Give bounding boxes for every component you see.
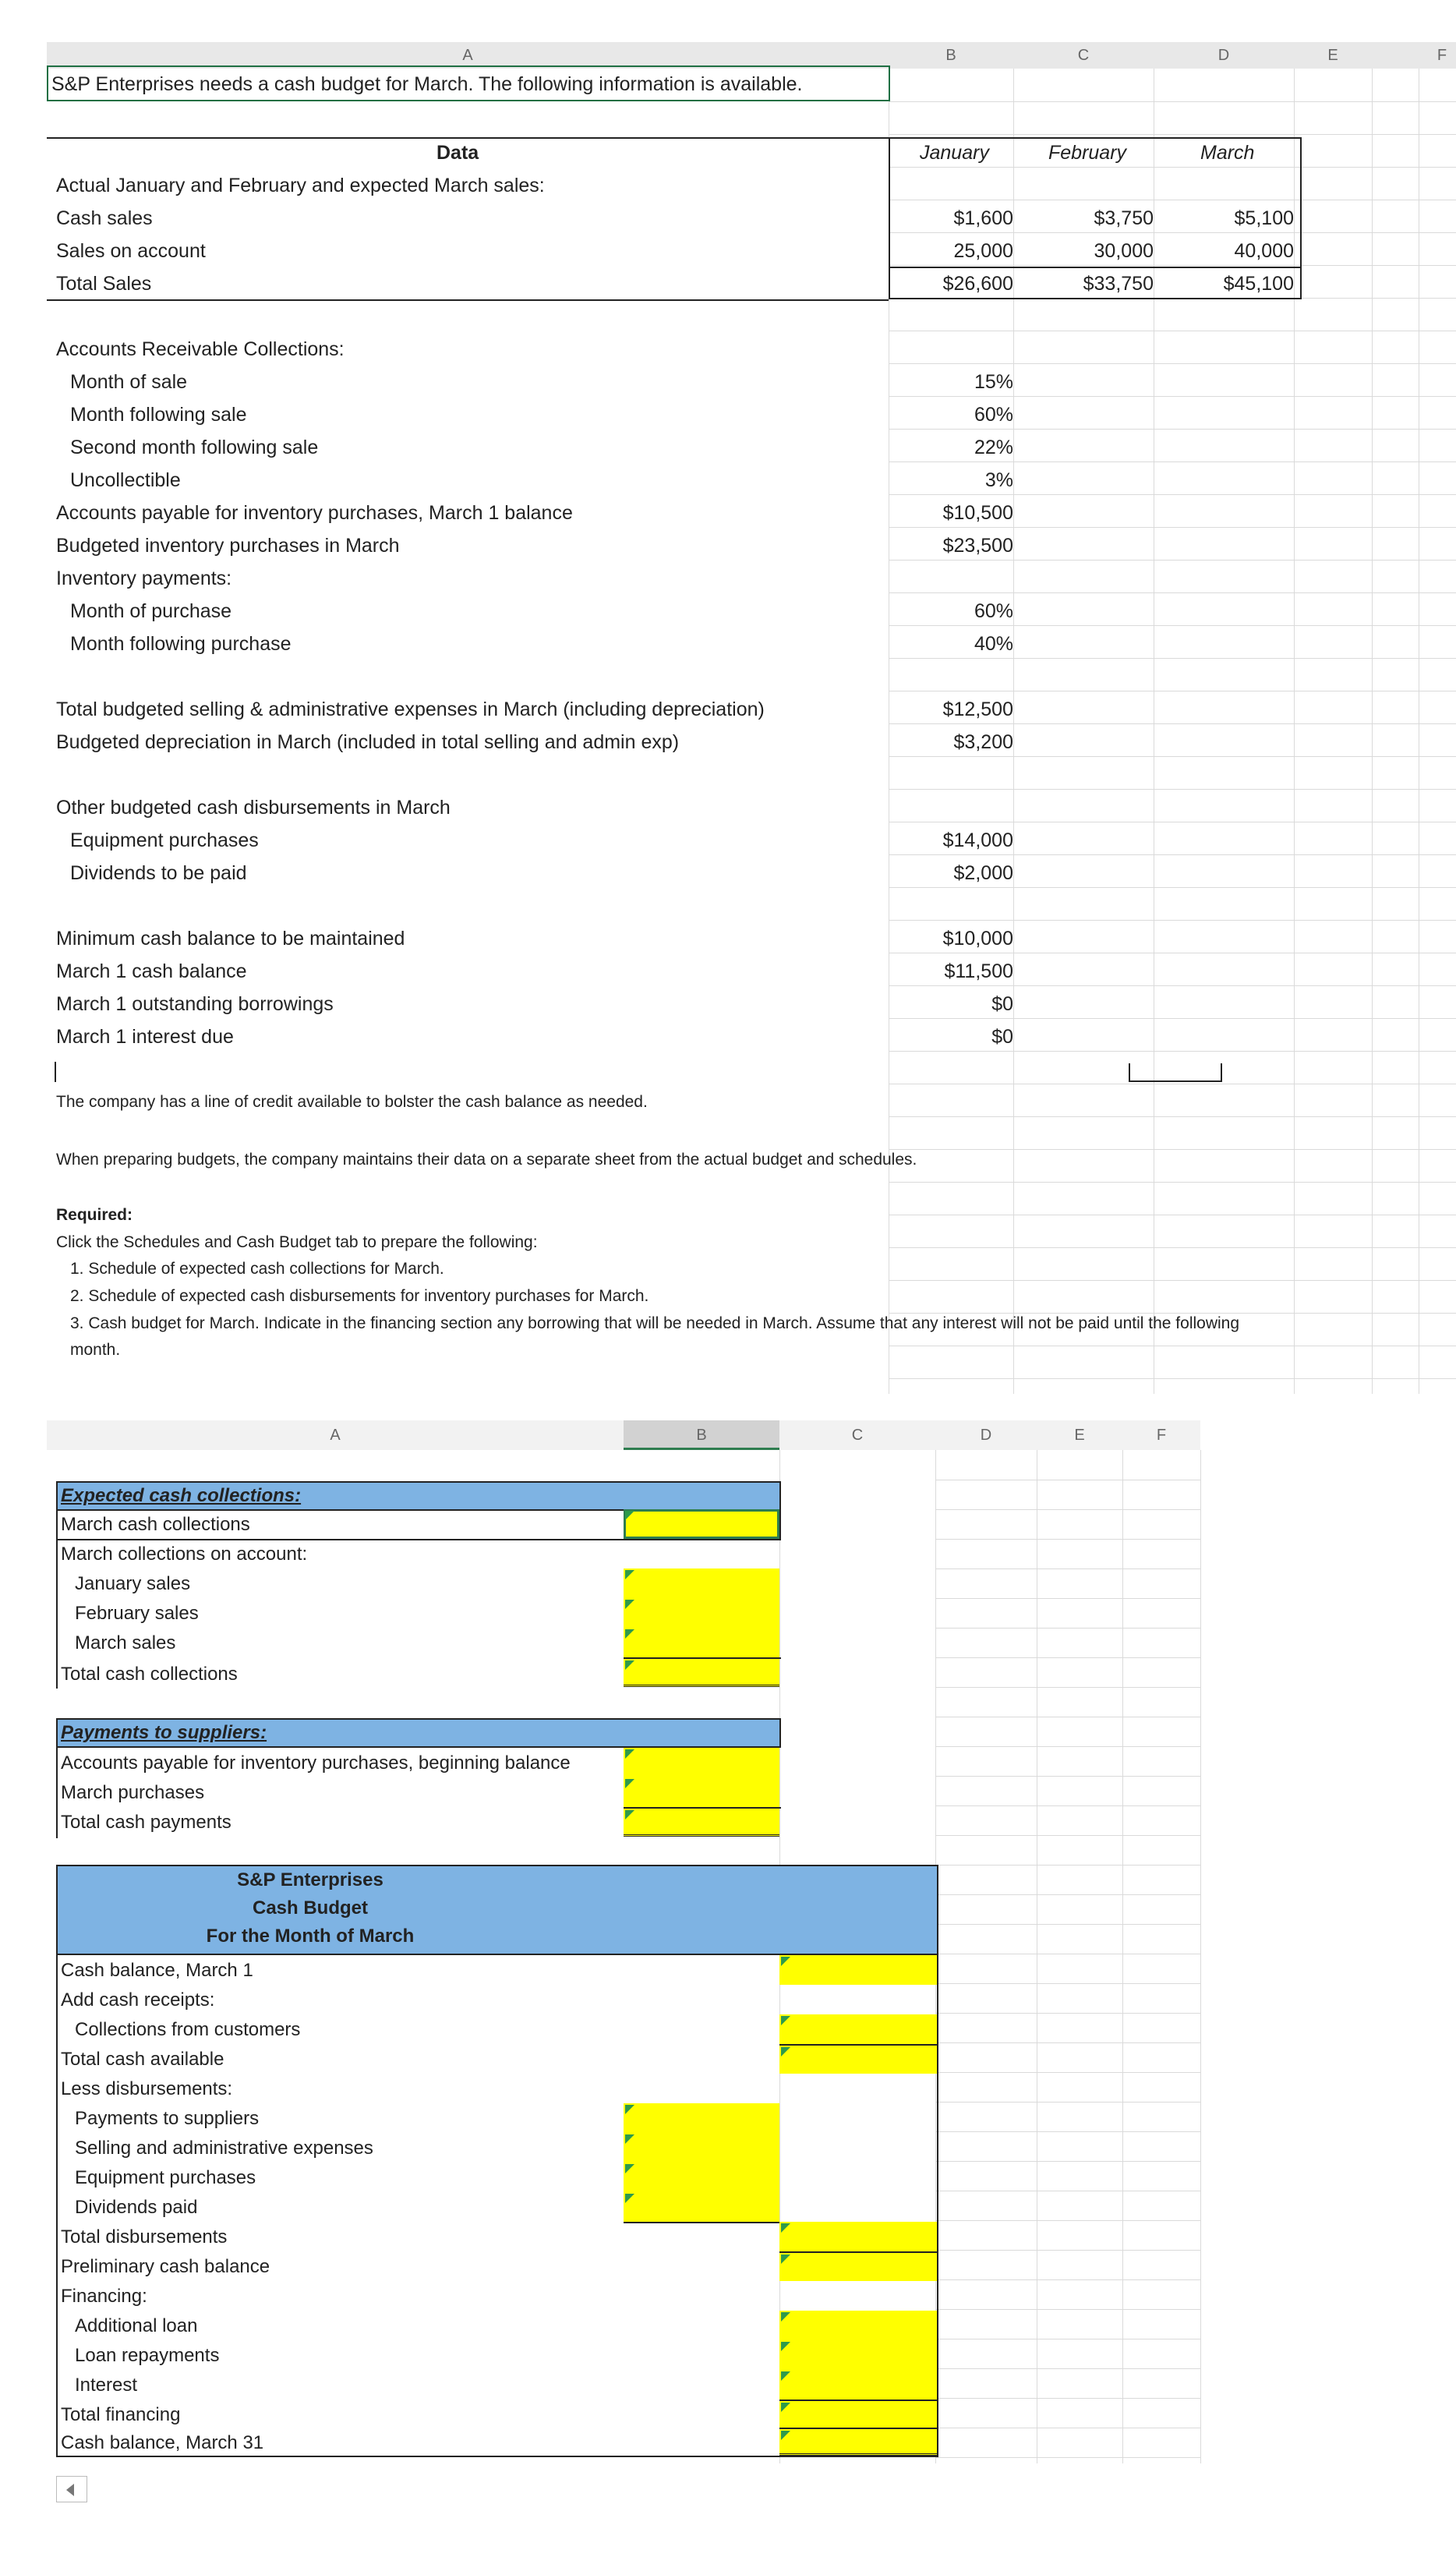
gridline <box>889 1116 1456 1117</box>
error-indicator <box>781 2312 790 2322</box>
input-ending-cash[interactable] <box>779 2429 937 2456</box>
gridline <box>935 1805 1200 1806</box>
gridline <box>935 2042 1200 2043</box>
required-item-3: 3. Cash budget for March. Indicate in the financing section any borrowing that will be needed in March. Assume that any interest will not be paid until the following <box>70 1314 1240 1332</box>
input-beginning-cash[interactable] <box>779 1955 937 1985</box>
header-border <box>47 137 889 139</box>
equipment-value[interactable]: $14,000 <box>942 829 1013 851</box>
input-total-cash-available[interactable] <box>779 2046 937 2074</box>
column-header-d[interactable]: D <box>1217 47 1230 64</box>
budget-company: S&P Enterprises <box>237 1869 383 1890</box>
gridline <box>889 1378 1456 1379</box>
gridline <box>889 592 1456 593</box>
gridline <box>889 1182 1456 1183</box>
payments-total-label: Total cash payments <box>61 1812 231 1833</box>
gridline <box>935 2161 1200 2162</box>
error-indicator <box>781 2431 790 2440</box>
required-item-1: 1. Schedule of expected cash collections for March. <box>70 1260 444 1278</box>
required-intro: Click the Schedules and Cash Budget tab to prepare the following: <box>56 1233 538 1251</box>
ar-heading: Accounts Receivable Collections: <box>56 338 345 360</box>
month-march: March <box>1200 142 1255 164</box>
column-header-a[interactable]: A <box>330 1427 341 1444</box>
collections-total-label: Total cash collections <box>61 1664 238 1685</box>
cash-row-value[interactable]: $0 <box>991 1026 1013 1048</box>
cell-cursor <box>55 1062 56 1082</box>
input-total-disbursements[interactable] <box>779 2222 937 2251</box>
section-border <box>56 1511 58 1689</box>
error-indicator <box>781 2016 790 2025</box>
cash-sales-mar[interactable]: $5,100 <box>1234 207 1294 229</box>
cell-cursor <box>1129 1063 1130 1082</box>
error-indicator <box>781 2047 790 2057</box>
gridline <box>889 560 1456 561</box>
error-indicator <box>625 2134 634 2144</box>
collections-item: January sales <box>75 1573 191 1594</box>
account-sales-feb[interactable]: 30,000 <box>1094 240 1154 262</box>
gridline <box>889 887 1456 888</box>
total-sales-jan[interactable]: $26,600 <box>942 273 1013 295</box>
gridline <box>889 1018 1456 1019</box>
column-header-b[interactable]: B <box>945 47 956 64</box>
payments-item: Accounts payable for inventory purchases, beginning balance <box>61 1752 571 1774</box>
required-item-2: 2. Schedule of expected cash disbursements for inventory purchases for March. <box>70 1287 649 1305</box>
data-row-value[interactable]: 3% <box>984 469 1013 491</box>
data-row-value[interactable]: 15% <box>974 371 1013 393</box>
budget-line: Cash balance, March 1 <box>61 1960 253 1981</box>
required-title: Required: <box>56 1206 133 1224</box>
error-indicator <box>781 2255 790 2264</box>
scroll-left-icon <box>66 2484 74 2496</box>
error-indicator <box>625 2164 634 2173</box>
gridline <box>889 920 1456 921</box>
payments-item: March purchases <box>61 1782 205 1803</box>
gridline <box>935 1598 1200 1599</box>
data-row-label: Budgeted inventory purchases in March <box>56 535 400 557</box>
gridline <box>889 494 1456 495</box>
input-preliminary-balance[interactable] <box>779 2253 937 2281</box>
cash-row-value[interactable]: $11,500 <box>944 960 1013 982</box>
gridline <box>889 854 1456 855</box>
data-row-value[interactable]: 60% <box>974 404 1013 426</box>
depreciation-label: Budgeted depreciation in March (included in total selling and admin exp) <box>56 731 680 753</box>
error-indicator <box>781 2342 790 2351</box>
required-item-3-cont: month. <box>70 1341 121 1359</box>
column-header-f[interactable]: F <box>1437 47 1447 64</box>
error-indicator <box>625 2194 634 2203</box>
budget-period: For the Month of March <box>206 1926 415 1947</box>
gridline <box>935 1776 1200 1777</box>
gridline <box>889 429 1456 430</box>
subtotal-underline <box>889 267 1302 268</box>
error-indicator <box>781 1957 790 1966</box>
payments-title: Payments to suppliers: <box>61 1722 267 1743</box>
column-header-c[interactable]: C <box>851 1427 864 1444</box>
note-line-of-credit: The company has a line of credit available to bolster the cash balance as needed. <box>56 1093 648 1111</box>
collections-item: February sales <box>75 1603 199 1624</box>
data-row-label: Inventory payments: <box>56 568 232 589</box>
gridline <box>889 1280 1456 1281</box>
input-collections-on-account[interactable] <box>624 1568 779 1657</box>
gridline <box>889 625 1456 626</box>
gridline <box>889 363 1456 364</box>
error-indicator <box>625 1600 634 1609</box>
error-indicator <box>625 1629 634 1639</box>
input-financing-items[interactable] <box>779 2311 937 2400</box>
column-header-a[interactable]: A <box>462 47 473 64</box>
account-sales-label: Sales on account <box>56 240 206 262</box>
error-indicator <box>625 1511 634 1520</box>
gridline <box>935 1657 1200 1658</box>
budget-line: Dividends paid <box>75 2197 198 2218</box>
gridline <box>889 658 1456 659</box>
gridline <box>935 1983 1200 1984</box>
budget-line: Interest <box>75 2375 138 2396</box>
gridline <box>935 2309 1200 2310</box>
total-sales-mar[interactable]: $45,100 <box>1223 273 1294 295</box>
error-indicator <box>625 1810 634 1820</box>
dividends-label: Dividends to be paid <box>70 862 247 884</box>
error-indicator <box>625 1779 634 1788</box>
data-row-label: Uncollectible <box>70 469 181 491</box>
gridline <box>889 396 1456 397</box>
equipment-label: Equipment purchases <box>70 829 259 851</box>
cash-row-label: March 1 outstanding borrowings <box>56 993 334 1015</box>
gridline <box>935 2250 1200 2251</box>
gridline <box>935 1865 1200 1866</box>
data-row-label: Accounts payable for inventory purchases, March 1 balance <box>56 502 573 524</box>
error-indicator <box>625 2105 634 2114</box>
column-header-c[interactable]: C <box>1077 47 1090 64</box>
error-indicator <box>625 1749 634 1759</box>
section-border <box>56 1748 58 1838</box>
data-header: Data <box>436 142 479 164</box>
budget-line: Financing: <box>61 2286 147 2307</box>
budget-line: Cash balance, March 31 <box>61 2432 264 2453</box>
gridline <box>935 1568 1200 1569</box>
budget-line: Loan repayments <box>75 2345 220 2366</box>
gridline <box>935 1539 1200 1540</box>
gridline <box>889 723 1456 724</box>
budget-line: Total cash available <box>61 2049 224 2070</box>
gridline <box>935 1835 1200 1836</box>
gridline <box>1372 69 1373 1394</box>
gridline <box>889 134 1456 135</box>
gridline <box>1122 1450 1123 2463</box>
data-row-label: Month of sale <box>70 371 188 393</box>
gridline <box>935 2457 1200 2458</box>
note-separate-sheet: When preparing budgets, the company maintains their data on a separate sheet from the actual budget and schedules. <box>56 1151 917 1169</box>
gridline <box>889 527 1456 528</box>
budget-title: Cash Budget <box>252 1897 368 1919</box>
dividends-value[interactable]: $2,000 <box>953 862 1013 884</box>
cash-row-label: March 1 cash balance <box>56 960 247 982</box>
gridline <box>889 756 1456 757</box>
data-row-label: Month of purchase <box>70 600 232 622</box>
cash-sales-jan[interactable]: $1,600 <box>953 207 1013 229</box>
cash-row-value[interactable]: $0 <box>991 993 1013 1015</box>
scroll-left-button[interactable] <box>56 2476 87 2502</box>
gridline <box>935 2072 1200 2073</box>
intro-text: S&P Enterprises needs a cash budget for March. The following information is available. <box>51 73 803 95</box>
input-march-cash-collections[interactable] <box>624 1509 779 1539</box>
gridline <box>935 2131 1200 2132</box>
column-header-b[interactable]: B <box>696 1427 707 1444</box>
budget-line: Add cash receipts: <box>61 1989 215 2011</box>
cash-row-label: Minimum cash balance to be maintained <box>56 928 405 950</box>
column-header-e[interactable]: E <box>1327 47 1338 64</box>
cell-cursor <box>1221 1063 1222 1082</box>
budget-line: Total financing <box>61 2404 181 2425</box>
gridline <box>889 1313 1456 1314</box>
cell-cursor <box>1129 1080 1222 1082</box>
budget-line: Selling and administrative expenses <box>75 2138 373 2159</box>
error-indicator <box>625 1660 634 1670</box>
column-header-e[interactable]: E <box>1074 1427 1085 1444</box>
error-indicator <box>781 2223 790 2233</box>
data-row-value[interactable]: 40% <box>974 633 1013 655</box>
gridline <box>935 1746 1200 1747</box>
column-header-d[interactable]: D <box>980 1427 992 1444</box>
collections-cash-line: March cash collections <box>61 1514 250 1535</box>
data-row-value[interactable]: $10,500 <box>942 502 1013 524</box>
error-indicator <box>625 1570 634 1579</box>
total-sales-label: Total Sales <box>56 273 152 295</box>
data-row-value[interactable]: $23,500 <box>942 535 1013 557</box>
account-sales-mar[interactable]: 40,000 <box>1234 240 1294 262</box>
disbursement-border <box>624 2222 779 2223</box>
gridline <box>935 2279 1200 2280</box>
gridline <box>1200 1450 1201 2463</box>
cash-sales-label: Cash sales <box>56 207 153 229</box>
total-border <box>47 299 889 301</box>
gridline <box>935 1509 1200 1510</box>
data-row-label: Month following purchase <box>70 633 292 655</box>
data-row-value[interactable]: 60% <box>974 600 1013 622</box>
depreciation-value[interactable]: $3,200 <box>953 731 1013 753</box>
budget-line: Additional loan <box>75 2315 198 2336</box>
budget-line: Total disbursements <box>61 2226 228 2247</box>
cash-row-value[interactable]: $10,000 <box>942 928 1013 950</box>
column-header-f[interactable]: F <box>1156 1427 1167 1444</box>
gridline <box>935 2398 1200 2399</box>
gridline <box>935 1924 1200 1925</box>
data-row-label: Second month following sale <box>70 437 319 458</box>
total-sales-feb[interactable]: $33,750 <box>1083 273 1154 295</box>
collections-title: Expected cash collections: <box>61 1485 302 1506</box>
input-total-financing[interactable] <box>779 2401 937 2428</box>
month-january: January <box>920 142 989 164</box>
gridline <box>889 1149 1456 1150</box>
sales-heading: Actual January and February and expected March sales: <box>56 175 545 196</box>
collections-on-account: March collections on account: <box>61 1544 308 1565</box>
gridline <box>935 2368 1200 2369</box>
gridline <box>935 2013 1200 2014</box>
error-indicator <box>781 2371 790 2381</box>
input-payments[interactable] <box>624 1748 779 1807</box>
cash-row-label: March 1 interest due <box>56 1026 234 1048</box>
input-collections-from-customers[interactable] <box>779 2014 937 2044</box>
input-total-collections[interactable] <box>624 1659 779 1687</box>
gridline <box>935 1687 1200 1688</box>
account-sales-jan[interactable]: 25,000 <box>953 240 1013 262</box>
gridline <box>889 1247 1456 1248</box>
gridline <box>889 101 1456 102</box>
sga-label: Total budgeted selling & administrative expenses in March (including depreciation) <box>56 698 765 720</box>
budget-line: Preliminary cash balance <box>61 2256 270 2277</box>
gridline <box>935 1628 1200 1629</box>
month-february: February <box>1048 142 1127 164</box>
data-row-label: Month following sale <box>70 404 247 426</box>
gridline <box>889 1051 1456 1052</box>
input-total-payments[interactable] <box>624 1809 779 1837</box>
collections-item: March sales <box>75 1632 176 1653</box>
error-indicator <box>781 2403 790 2412</box>
input-disbursement-items[interactable] <box>624 2103 779 2222</box>
budget-line: Less disbursements: <box>61 2078 233 2099</box>
cash-sales-feb[interactable]: $3,750 <box>1094 207 1154 229</box>
gridline <box>889 789 1456 790</box>
data-row-value[interactable]: 22% <box>974 437 1013 458</box>
budget-line: Payments to suppliers <box>75 2108 260 2129</box>
sga-value[interactable]: $12,500 <box>942 698 1013 720</box>
other-heading: Other budgeted cash disbursements in March <box>56 797 451 819</box>
gridline <box>889 985 1456 986</box>
gridline <box>935 1894 1200 1895</box>
gridline <box>935 2220 1200 2221</box>
budget-line: Collections from customers <box>75 2019 301 2040</box>
budget-line: Equipment purchases <box>75 2167 256 2188</box>
